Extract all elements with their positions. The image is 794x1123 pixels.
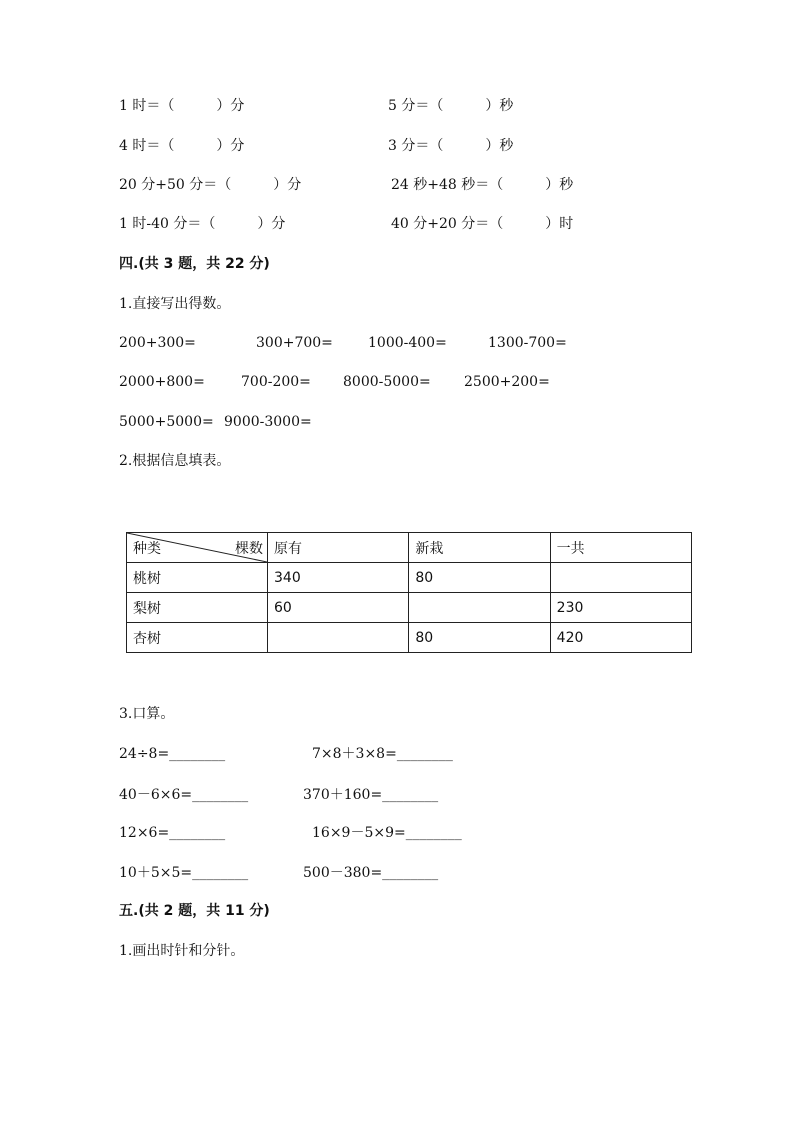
mental-calc-item: 24÷8=________ <box>119 746 226 762</box>
mental-calc-item: 7×8＋3×8=________ <box>312 746 453 762</box>
calc-item: 200+300= <box>119 335 196 351</box>
table-cell: 80 <box>409 563 550 593</box>
header-cell: 原有 <box>268 533 409 563</box>
table-cell <box>268 623 409 653</box>
mental-calc-item: 16×9－5×9=________ <box>312 825 462 841</box>
conversion-1-right: 5 分＝（ ）秒 <box>388 98 514 114</box>
table-cell: 340 <box>268 563 409 593</box>
calc-item: 1000-400= <box>368 335 447 351</box>
row-label: 梨树 <box>127 593 268 623</box>
conversion-4-left: 1 时-40 分＝（ ）分 <box>119 216 286 232</box>
conversion-2-right: 3 分＝（ ）秒 <box>388 138 514 154</box>
conversion-3-right: 24 秒+48 秒＝（ ）秒 <box>391 177 574 193</box>
conversion-4-right: 40 分+20 分＝（ ）时 <box>391 216 574 232</box>
question-5-1-title: 1.画出时针和分针。 <box>119 943 245 959</box>
table-cell: 420 <box>550 623 691 653</box>
table-cell: 60 <box>268 593 409 623</box>
table-cell: 80 <box>409 623 550 653</box>
conversion-1-left: 1 时＝（ ）分 <box>119 98 245 114</box>
tree-info-table <box>126 532 692 653</box>
row-label: 桃树 <box>127 563 268 593</box>
mental-calc-item: 40－6×6=________ <box>119 787 249 803</box>
header-cell: 新栽 <box>409 533 550 563</box>
table-cell <box>409 593 550 623</box>
calc-item: 2000+800= <box>119 374 205 390</box>
mental-calc-item: 500－380=________ <box>303 865 439 881</box>
calc-item: 5000+5000= <box>119 414 214 430</box>
conversion-3-left: 20 分+50 分＝（ ）分 <box>119 177 302 193</box>
question-4-2-title: 2.根据信息填表。 <box>119 453 231 469</box>
calc-item: 8000-5000= <box>343 374 431 390</box>
table-cell <box>550 563 691 593</box>
question-4-1-title: 1.直接写出得数。 <box>119 296 231 312</box>
section-4-title: 四.(共 3 题，共 22 分) <box>119 256 270 272</box>
table-row <box>127 563 692 593</box>
diag-header-right: 棵数 <box>235 541 263 557</box>
calc-item: 2500+200= <box>464 374 550 390</box>
table-header-row <box>127 533 692 563</box>
question-4-3-title: 3.口算。 <box>119 706 175 722</box>
calc-item: 700-200= <box>241 374 311 390</box>
diagonal-header-cell <box>127 533 268 563</box>
diag-header-left: 种类 <box>133 541 161 557</box>
row-label: 杏树 <box>127 623 268 653</box>
mental-calc-item: 10＋5×5=________ <box>119 865 249 881</box>
table-cell: 230 <box>550 593 691 623</box>
calc-item: 300+700= <box>256 335 333 351</box>
conversion-2-left: 4 时＝（ ）分 <box>119 138 245 154</box>
calc-item: 1300-700= <box>488 335 567 351</box>
table-row <box>127 593 692 623</box>
header-cell: 一共 <box>550 533 691 563</box>
section-5-title: 五.(共 2 题，共 11 分) <box>119 903 270 919</box>
mental-calc-item: 12×6=________ <box>119 825 226 841</box>
mental-calc-item: 370＋160=________ <box>303 787 439 803</box>
table-row <box>127 623 692 653</box>
calc-item: 9000-3000= <box>224 414 312 430</box>
